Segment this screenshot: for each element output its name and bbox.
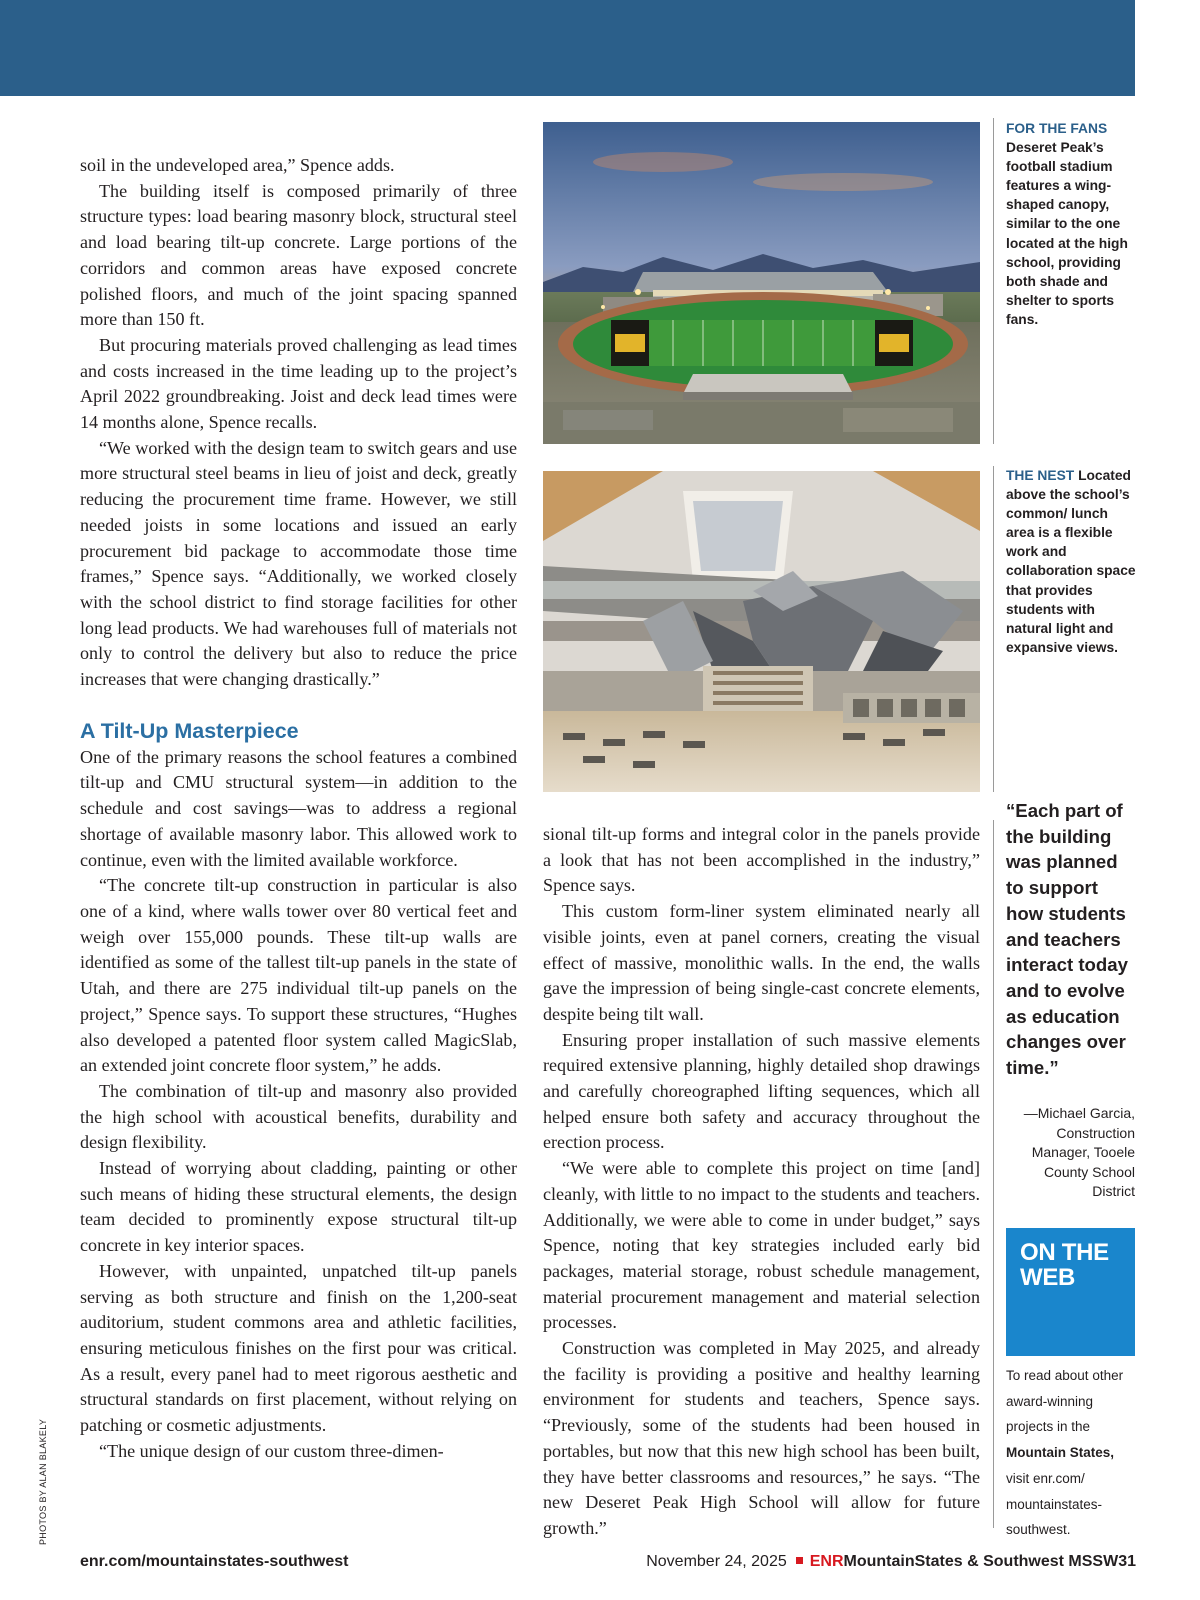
paragraph: Construction was completed in May 2025, and already the facility is providing a positive and healthy learning environment for students and teachers, Spence says. “Previously, some of the students had been housed in portables, but now that this new high school has been built, they have better classrooms and resources,” he says. “The new Deseret Peak High School will allow for future growth.” bbox=[543, 1338, 980, 1538]
footer-folio bbox=[646, 1553, 1136, 1571]
paragraph: “The concrete tilt-up construction in particular is also one of a kind, where walls tower over 80 vertical feet and weigh over 155,000 pounds. These tilt-up walls are identified as some of the tallest tilt-up panels in the state of Utah, and there are 275 individual tilt-up panels on the project,” Spence says. To support these structures, “Hughes also developed a patented floor system called MagicSlab, an extended joint concrete floor system,” he adds. bbox=[80, 875, 517, 1076]
paragraph: But procuring materials proved challenging as lead times and costs increased in the time leading up to the project’s April 2022 groundbreaking. Joist and deck lead times were 14 months alone, Spence recalls. bbox=[80, 334, 517, 433]
paragraph: One of the primary reasons the school features a combined tilt-up and CMU structural system—in addition to the schedule and cost savings—was to address a regional shortage of available masonry labor. This allowed work to continue, even with the limited available workforce. bbox=[80, 746, 517, 870]
pull-quote-attribution: —Michael Garcia, Construction Manager, Tooele County School District bbox=[1023, 1105, 1135, 1200]
paragraph: The combination of tilt-up and masonry also provided the high school with acoustical benefits, durability and design flexibility. bbox=[80, 1080, 517, 1153]
paragraph: “We were able to complete this project on time [and] cleanly, with little to no impact to the students and teachers. Additionally, we were able to come in under budget,” says Spence, noting that key strategies included early bid packages, material storage, robust schedule management, material procurement management and material selection processes. bbox=[543, 1158, 980, 1333]
photo-credit: PHOTOS BY ALAN BLAKELY bbox=[38, 1418, 48, 1545]
caption-text: Located above the school’s common/ lunch area is a flexible work and collaboration space that provides students with natural light and expansive views. bbox=[1006, 468, 1136, 655]
caption-tag: THE NEST bbox=[1006, 468, 1075, 483]
web-text-region: Mountain States, bbox=[1006, 1445, 1115, 1461]
paragraph: sional tilt-up forms and integral color in the panels provide a look that has not been accomplished in the industry,” Spence says. bbox=[543, 824, 980, 896]
header-color-band bbox=[0, 0, 1135, 96]
on-the-web-title-line: WEB bbox=[1020, 1264, 1076, 1291]
on-the-web-text bbox=[1006, 1363, 1136, 1543]
web-text-intro: To read about other award-winning projects in the bbox=[1006, 1368, 1124, 1435]
sidebar-rule-middle bbox=[993, 466, 994, 792]
web-text-link[interactable]: visit enr.com/ mountainstates-southwest. bbox=[1006, 1470, 1103, 1538]
paragraph: However, with unpainted, unpatched tilt-up panels serving as both structure and finish on the 1,200-seat auditorium, student commons area and athletic facilities, ensuring meticulous finishes on the first pour was critical. As a result, every panel had to meet rigorous aesthetic and structural standards on first placement, without relying on patching or cosmetic adjustments. bbox=[80, 1260, 517, 1436]
caption-tag: FOR THE FANS bbox=[1006, 121, 1108, 136]
enr-logo: ENR bbox=[809, 1553, 844, 1570]
nest-interior-photo bbox=[543, 471, 980, 792]
paragraph: “We worked with the design team to switch gears and use more structural steel beams in lieu of joist and deck, greatly reducing the procurement time frame. However, we still needed joists in some locations and issued an early procurement bid package to accommodate those time frames,” Spence says. “Additionally, we worked closely with the school district to find storage facilities for other long lead products. We had warehouses full of materials not only to control the delivery but also to reduce the price increases that were changing drastically.” bbox=[80, 437, 517, 690]
paragraph: “The unique design of our custom three-dimen- bbox=[99, 1440, 444, 1461]
red-square-icon bbox=[796, 1557, 803, 1564]
caption-text: Deseret Peak’s football stadium features a wing-shaped canopy, similar to the one located at the high school, providing both shade and shelter to sports fans. bbox=[1006, 140, 1128, 327]
article-column-left bbox=[80, 153, 517, 1464]
paragraph: Ensuring proper installation of such massive elements required extensive planning, highly detailed shop drawings and carefully choreographed lifting sequences, which all helped ensure both safety and accuracy throughout the erection process. bbox=[543, 1029, 980, 1153]
stadium-photo bbox=[543, 122, 980, 444]
paragraph: The building itself is composed primarily of three structure types: load bearing masonry block, structural steel and load bearing tilt-up concrete. Large portions of the corridors and common areas have exposed concrete polished floors, and much of the joint spacing spanned more than 150 ft. bbox=[80, 180, 517, 330]
footer-url[interactable]: enr.com/mountainstates-southwest bbox=[80, 1553, 349, 1570]
caption-the-nest bbox=[1006, 466, 1136, 657]
on-the-web-title-line: ON THE bbox=[1020, 1239, 1109, 1266]
section-subheading: A Tilt-Up Masterpiece bbox=[80, 718, 299, 743]
paragraph: Instead of worrying about cladding, painting or other such means of hiding these structural elements, the design team decided to prominently expose structural tilt-up concrete in key interior spaces. bbox=[80, 1158, 517, 1256]
pull-quote: “Each part of the building was planned to support how students and teachers interact today and to evolve as education changes over time.” bbox=[1006, 800, 1128, 1079]
footer-date: November 24, 2025 bbox=[646, 1553, 787, 1570]
sidebar-rule-bottom bbox=[993, 820, 994, 1528]
paragraph: soil in the undeveloped area,” Spence adds. bbox=[80, 155, 395, 175]
on-the-web-box bbox=[1006, 1228, 1135, 1356]
article-column-middle bbox=[543, 822, 980, 1542]
caption-for-the-fans bbox=[1006, 119, 1136, 329]
sidebar-rule-top bbox=[993, 118, 994, 444]
paragraph: This custom form-liner system eliminated nearly all visible joints, even at panel corners, creating the visual effect of massive, monolithic walls. In the end, the walls gave the impression of being single-cast concrete elements, despite being tilt wall. bbox=[543, 901, 980, 1024]
magazine-page-label: MountainStates & Southwest MSSW31 bbox=[843, 1553, 1136, 1570]
